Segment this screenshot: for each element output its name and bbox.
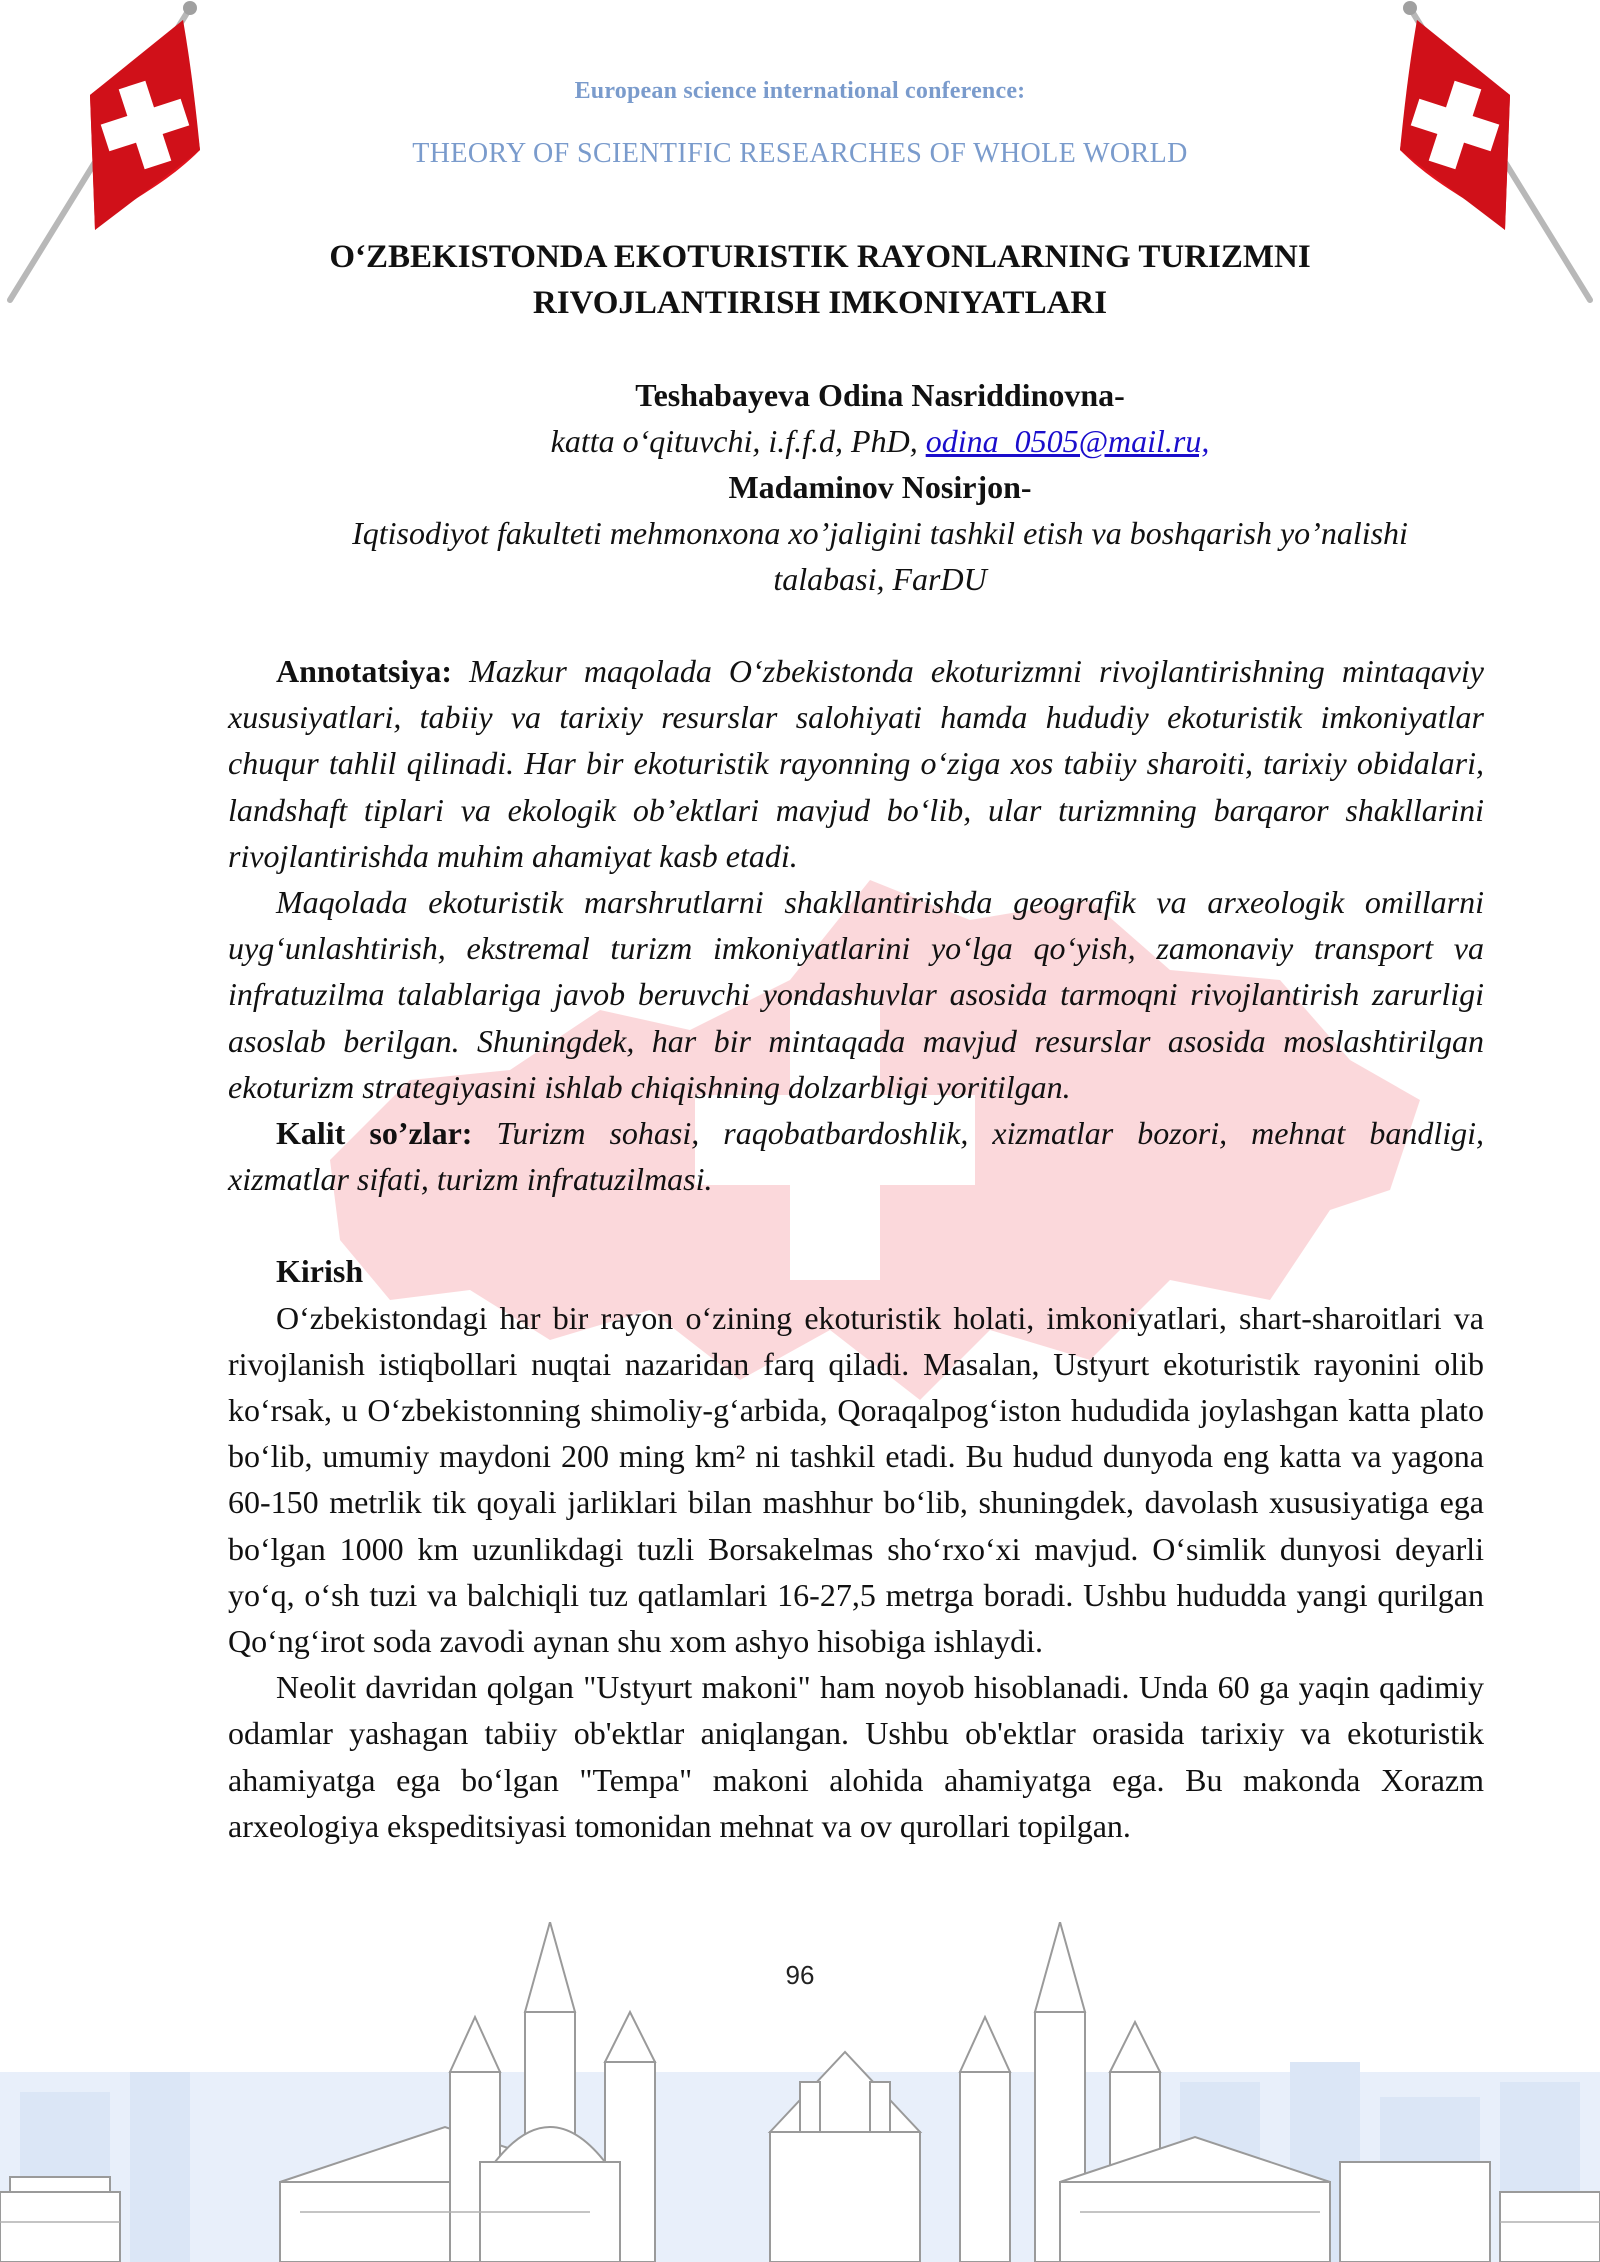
- intro-paragraph-2: Neolit davridan qolgan "Ustyurt makoni" ham noyob hisoblanadi. Unda 60 ga yaqin qadimiy odamlar yashagan tabiiy ob'ektlar aniqlangan. Ushbu ob'ektlar orasida tarixiy va ekoturistik ahamiyatga ega bo‘lgan "Tempa" makoni alohida ahamiyatga ega. Bu makonda Xorazm arxeologiya ekspeditsiyasi tomonidan mehnat va ov qurollari topilgan.: [228, 1669, 1484, 1844]
- author1-role: katta o‘qituvchi, i.f.f.d, PhD,: [550, 423, 918, 459]
- author1-affiliation: [240, 418, 1520, 464]
- abstract-label: Annotatsiya:: [276, 653, 453, 689]
- conference-theme: THEORY OF SCIENTIFIC RESEARCHES OF WHOLE WORLD: [412, 138, 1188, 169]
- abstract-paragraph-2: Maqolada ekoturistik marshrutlarni shakllantirishda geografik va arxeologik omillarni uyg‘unlashtirish, ekstremal turizm imkoniyatlarini yo‘lga qo‘yish, zamonaviy transport va infratuzilma talablariga javob beruvchi yondashuvlar asosida tarmoqni rivojlantirish zarurligi asoslab berilgan. Shuningdek, har bir mintaqada mavjud resurslar asosida moslashtirilgan ekoturizm strategiyasini ishlab chiqishning dolzarbligi yoritilgan.: [228, 884, 1484, 1105]
- page-number: 96: [785, 1960, 815, 1990]
- abstract-text: Mazkur maqolada O‘zbekistonda ekoturizmni rivojlantirishning mintaqaviy xususiyatlari, tabiiy va tarixiy resurslar salohiyati hamda hududiy ekoturistik imkoniyatlar chuqur tahlil qilinadi. Har bir ekoturistik rayonning o‘ziga xos tabiiy sharoiti, tarixiy obidalari, landshaft tiplari va ekologik ob’ektlari mavjud bo‘lib, ular turizmning barqaror shakllarini rivojlantirishda muhim ahamiyat kasb etadi.: [228, 653, 1484, 874]
- author2-role-line-2: talabasi, FarDU: [773, 561, 987, 597]
- abstract-paragraph: [228, 648, 1484, 879]
- section-heading-intro: Kirish: [276, 1253, 364, 1290]
- article-body: [228, 648, 1484, 1849]
- author2-role-line-1: Iqtisodiyot fakulteti mehmonxona xo’jaligini tashkil etish va boshqarish yo’nalishi: [352, 515, 1408, 551]
- author1-name: Teshabayeva Odina Nasriddinovna-: [635, 377, 1125, 413]
- authors-block: [240, 372, 1520, 602]
- author2-name: Madaminov Nosirjon-: [728, 469, 1032, 505]
- keywords-paragraph: [228, 1110, 1484, 1202]
- keywords-text: Turizm sohasi, raqobatbardoshlik, xizmatlar bozori, mehnat bandligi, xizmatlar sifati, turizm infratuzilmasi.: [228, 1115, 1485, 1198]
- city-skyline-illustration: [0, 1922, 1600, 2262]
- conference-name: European science international conference:: [574, 78, 1026, 104]
- keywords-label: Kalit so’zlar:: [276, 1115, 473, 1152]
- intro-paragraph-1: O‘zbekistondagi har bir rayon o‘zining ekoturistik holati, imkoniyatlari, shart-sharoitlari va rivojlanish istiqbollari nuqtai nazaridan farq qiladi. Masalan, Ustyurt ekoturistik rayonini olib ko‘rsak, u O‘zbekistonning shimoliy-g‘arbida, Qoraqalpog‘iston hududida joylashgan katta plato bo‘lib, umumiy maydoni 200 ming km² ni tashkil etadi. Bu hudud dunyoda eng katta va yagona 60-150 metrlik tik qoyali jarliklari bilan mashhur bo‘lib, shuningdek, davolash xususiyatiga ega bo‘lgan 1000 km uzunlikdagi tuzli Borsakelmas sho‘rxo‘xi mavjud. O‘simlik dunyosi deyarli yo‘q, o‘sh tuzi va balchiqli tuz qatlamlari 16-27,5 metrga boradi. Ushbu hududda yangi qurilgan Qo‘ng‘irot soda zavodi aynan shu xom ashyo hisobiga ishlaydi.: [228, 1299, 1484, 1660]
- article-title: [200, 234, 1440, 326]
- title-line-2: RIVOJLANTIRISH IMKONIYATLARI: [532, 285, 1108, 321]
- author1-email-link[interactable]: odina_0505@mail.ru,: [925, 423, 1210, 459]
- title-line-1: O‘ZBEKISTONDA EKOTURISTIK RAYONLARNING TURIZMNI: [329, 239, 1311, 275]
